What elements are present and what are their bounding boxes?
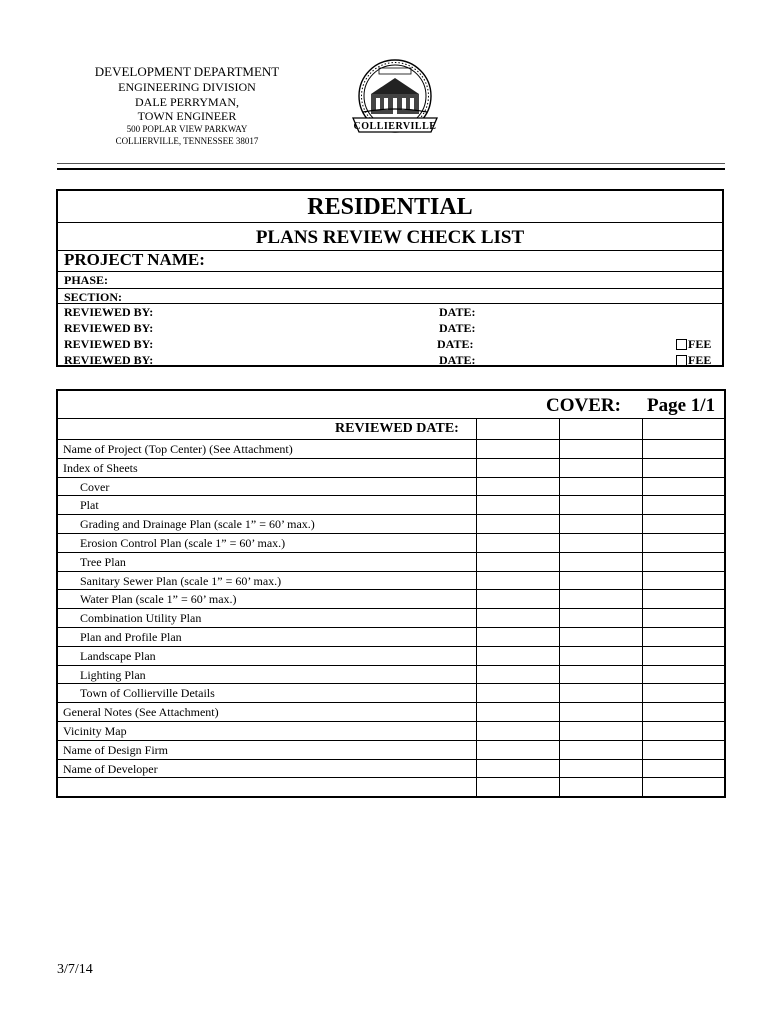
row-divider bbox=[58, 608, 724, 609]
header-rule-bottom bbox=[57, 168, 725, 170]
header-rule-top bbox=[57, 163, 725, 164]
row-divider bbox=[58, 571, 724, 572]
divider bbox=[58, 439, 724, 440]
form-title: RESIDENTIAL bbox=[307, 194, 473, 220]
engineer-name: DALE PERRYMAN, bbox=[134, 94, 239, 109]
divider bbox=[58, 288, 722, 289]
project-info-box bbox=[56, 189, 724, 367]
checklist-item: Water Plan (scale 1” = 60’ max.) bbox=[80, 592, 237, 607]
reviewed-date-label: REVIEWED DATE: bbox=[335, 421, 459, 436]
checklist-item: Vicinity Map bbox=[63, 724, 127, 738]
row-divider bbox=[58, 665, 724, 666]
division-info bbox=[57, 80, 317, 124]
row-divider bbox=[58, 759, 724, 760]
row-divider bbox=[58, 495, 724, 496]
form-subtitle: PLANS REVIEW CHECK LIST bbox=[255, 227, 525, 248]
row-divider bbox=[58, 552, 724, 553]
row-divider bbox=[58, 683, 724, 684]
reviewed-by-label: REVIEWED BY: bbox=[64, 305, 154, 319]
section-label: SECTION: bbox=[64, 290, 123, 304]
row-divider bbox=[58, 740, 724, 741]
row-divider bbox=[58, 796, 724, 797]
checklist-item: Index of Sheets bbox=[63, 460, 138, 475]
phase-label: PHASE: bbox=[64, 273, 109, 287]
date-label: DATE: bbox=[439, 353, 476, 367]
checklist-item: Name of Design Firm bbox=[63, 742, 168, 757]
row-divider bbox=[58, 777, 724, 778]
row-divider bbox=[58, 514, 724, 515]
checklist-item: Landscape Plan bbox=[80, 648, 156, 663]
checklist-item: Cover bbox=[80, 479, 110, 494]
checklist-item: General Notes (See Attachment) bbox=[63, 705, 219, 720]
fee-checkbox[interactable] bbox=[676, 339, 687, 350]
checklist-item: Name of Developer bbox=[63, 761, 158, 776]
cover-section-label: COVER: bbox=[546, 395, 621, 416]
reviewed-by-label: REVIEWED BY: bbox=[64, 321, 154, 335]
checklist-item: Lighting Plan bbox=[80, 667, 146, 682]
checklist-item: Name of Project (Top Center) (See Attachment) bbox=[63, 442, 293, 456]
checklist-item: Erosion Control Plan (scale 1” = 60’ max.) bbox=[80, 536, 286, 550]
divider bbox=[58, 271, 722, 272]
row-divider bbox=[58, 477, 724, 478]
fee-label: FEE bbox=[688, 337, 712, 351]
divider bbox=[58, 222, 722, 223]
checklist-item: Town of Collierville Details bbox=[80, 686, 215, 701]
row-divider bbox=[58, 702, 724, 703]
cover-checklist-box bbox=[56, 389, 726, 798]
checklist-item: Plan and Profile Plan bbox=[80, 630, 182, 644]
revision-date: 3/7/14 bbox=[57, 962, 93, 977]
date-label: DATE: bbox=[437, 337, 474, 351]
fee-label: FEE bbox=[688, 353, 712, 367]
row-divider bbox=[58, 533, 724, 534]
checklist-item: Grading and Drainage Plan (scale 1” = 60’ max.) bbox=[80, 517, 315, 532]
town-seal-logo bbox=[349, 56, 441, 142]
division-name: ENGINEERING DIVISION bbox=[118, 80, 256, 94]
checklist-item: Sanitary Sewer Plan (scale 1” = 60’ max.) bbox=[80, 573, 282, 588]
department-name: DEVELOPMENT DEPARTMENT bbox=[94, 64, 280, 79]
date-label: DATE: bbox=[439, 321, 476, 335]
row-divider bbox=[58, 627, 724, 628]
engineer-title: TOWN ENGINEER bbox=[137, 109, 237, 123]
city-address: COLLIERVILLE, TENNESSEE 38017 bbox=[115, 136, 259, 146]
row-divider bbox=[58, 721, 724, 722]
checklist-item: Tree Plan bbox=[80, 554, 126, 569]
checklist-item: Combination Utility Plan bbox=[80, 611, 202, 626]
divider bbox=[58, 418, 724, 419]
divider bbox=[58, 303, 722, 304]
project-name-label: PROJECT NAME: bbox=[64, 250, 205, 269]
page-number: Page 1/1 bbox=[647, 395, 716, 416]
street-address: 500 POPLAR VIEW PARKWAY bbox=[126, 124, 248, 134]
fee-checkbox[interactable] bbox=[676, 355, 687, 366]
address-block bbox=[57, 123, 317, 147]
row-divider bbox=[58, 458, 724, 459]
checklist-item: Plat bbox=[80, 498, 99, 513]
row-divider bbox=[58, 646, 724, 647]
svg-text:COLLIERVILLE: COLLIERVILLE bbox=[353, 121, 437, 132]
row-divider bbox=[58, 589, 724, 590]
reviewed-by-label: REVIEWED BY: bbox=[64, 337, 154, 351]
date-label: DATE: bbox=[439, 305, 476, 319]
reviewed-by-label: REVIEWED BY: bbox=[64, 353, 154, 367]
